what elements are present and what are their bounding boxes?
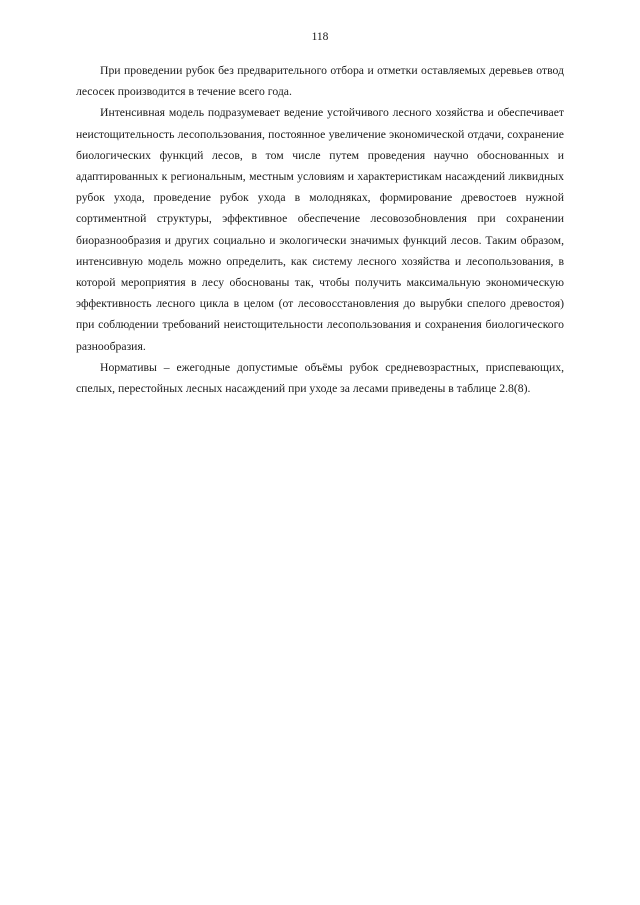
paragraph-standards: Нормативы – ежегодные допустимые объёмы рубок средневозрастных, приспевающих, спелых, перестойных лесных насаждений при уходе за лесами приведены в таблице 2.8(8). [76, 360, 564, 396]
page-number: 118 [311, 31, 329, 43]
body-text [76, 60, 564, 399]
paragraph-logging-allotment: При проведении рубок без предварительного отбора и отметки оставляемых деревьев отвод лесосек производится в течение всего года. [76, 64, 564, 99]
paragraph-intensive-model: Интенсивная модель подразумевает ведение устойчивого лесного хозяйства и обеспечивает неистощительность лесопользования, постоянное увеличение экономической отдачи, сохранение биологических функций лесов, в том числе путем проведения научно обоснованных и адаптированных к региональным, местным условиям и характеристикам насаждений ликвидных рубок ухода, проведение рубок ухода в молодняках, формирование древостоев нужной сортиментной структуры, эффективное обеспечение лесовозобновления при сохранении биоразнообразия и других социально и экологически значимых функций лесов. Таким образом, интенсивную модель можно определить, как систему лесного хозяйства и лесопользования, в которой мероприятия в лесу обоснованы так, чтобы получить максимальную экономическую эффективность лесного цикла в целом (от лесовосстановления до вырубки спелого древостоя) при соблюдении требований неистощительности лесопользования и сохранения биологического разнообразия. [76, 106, 564, 353]
